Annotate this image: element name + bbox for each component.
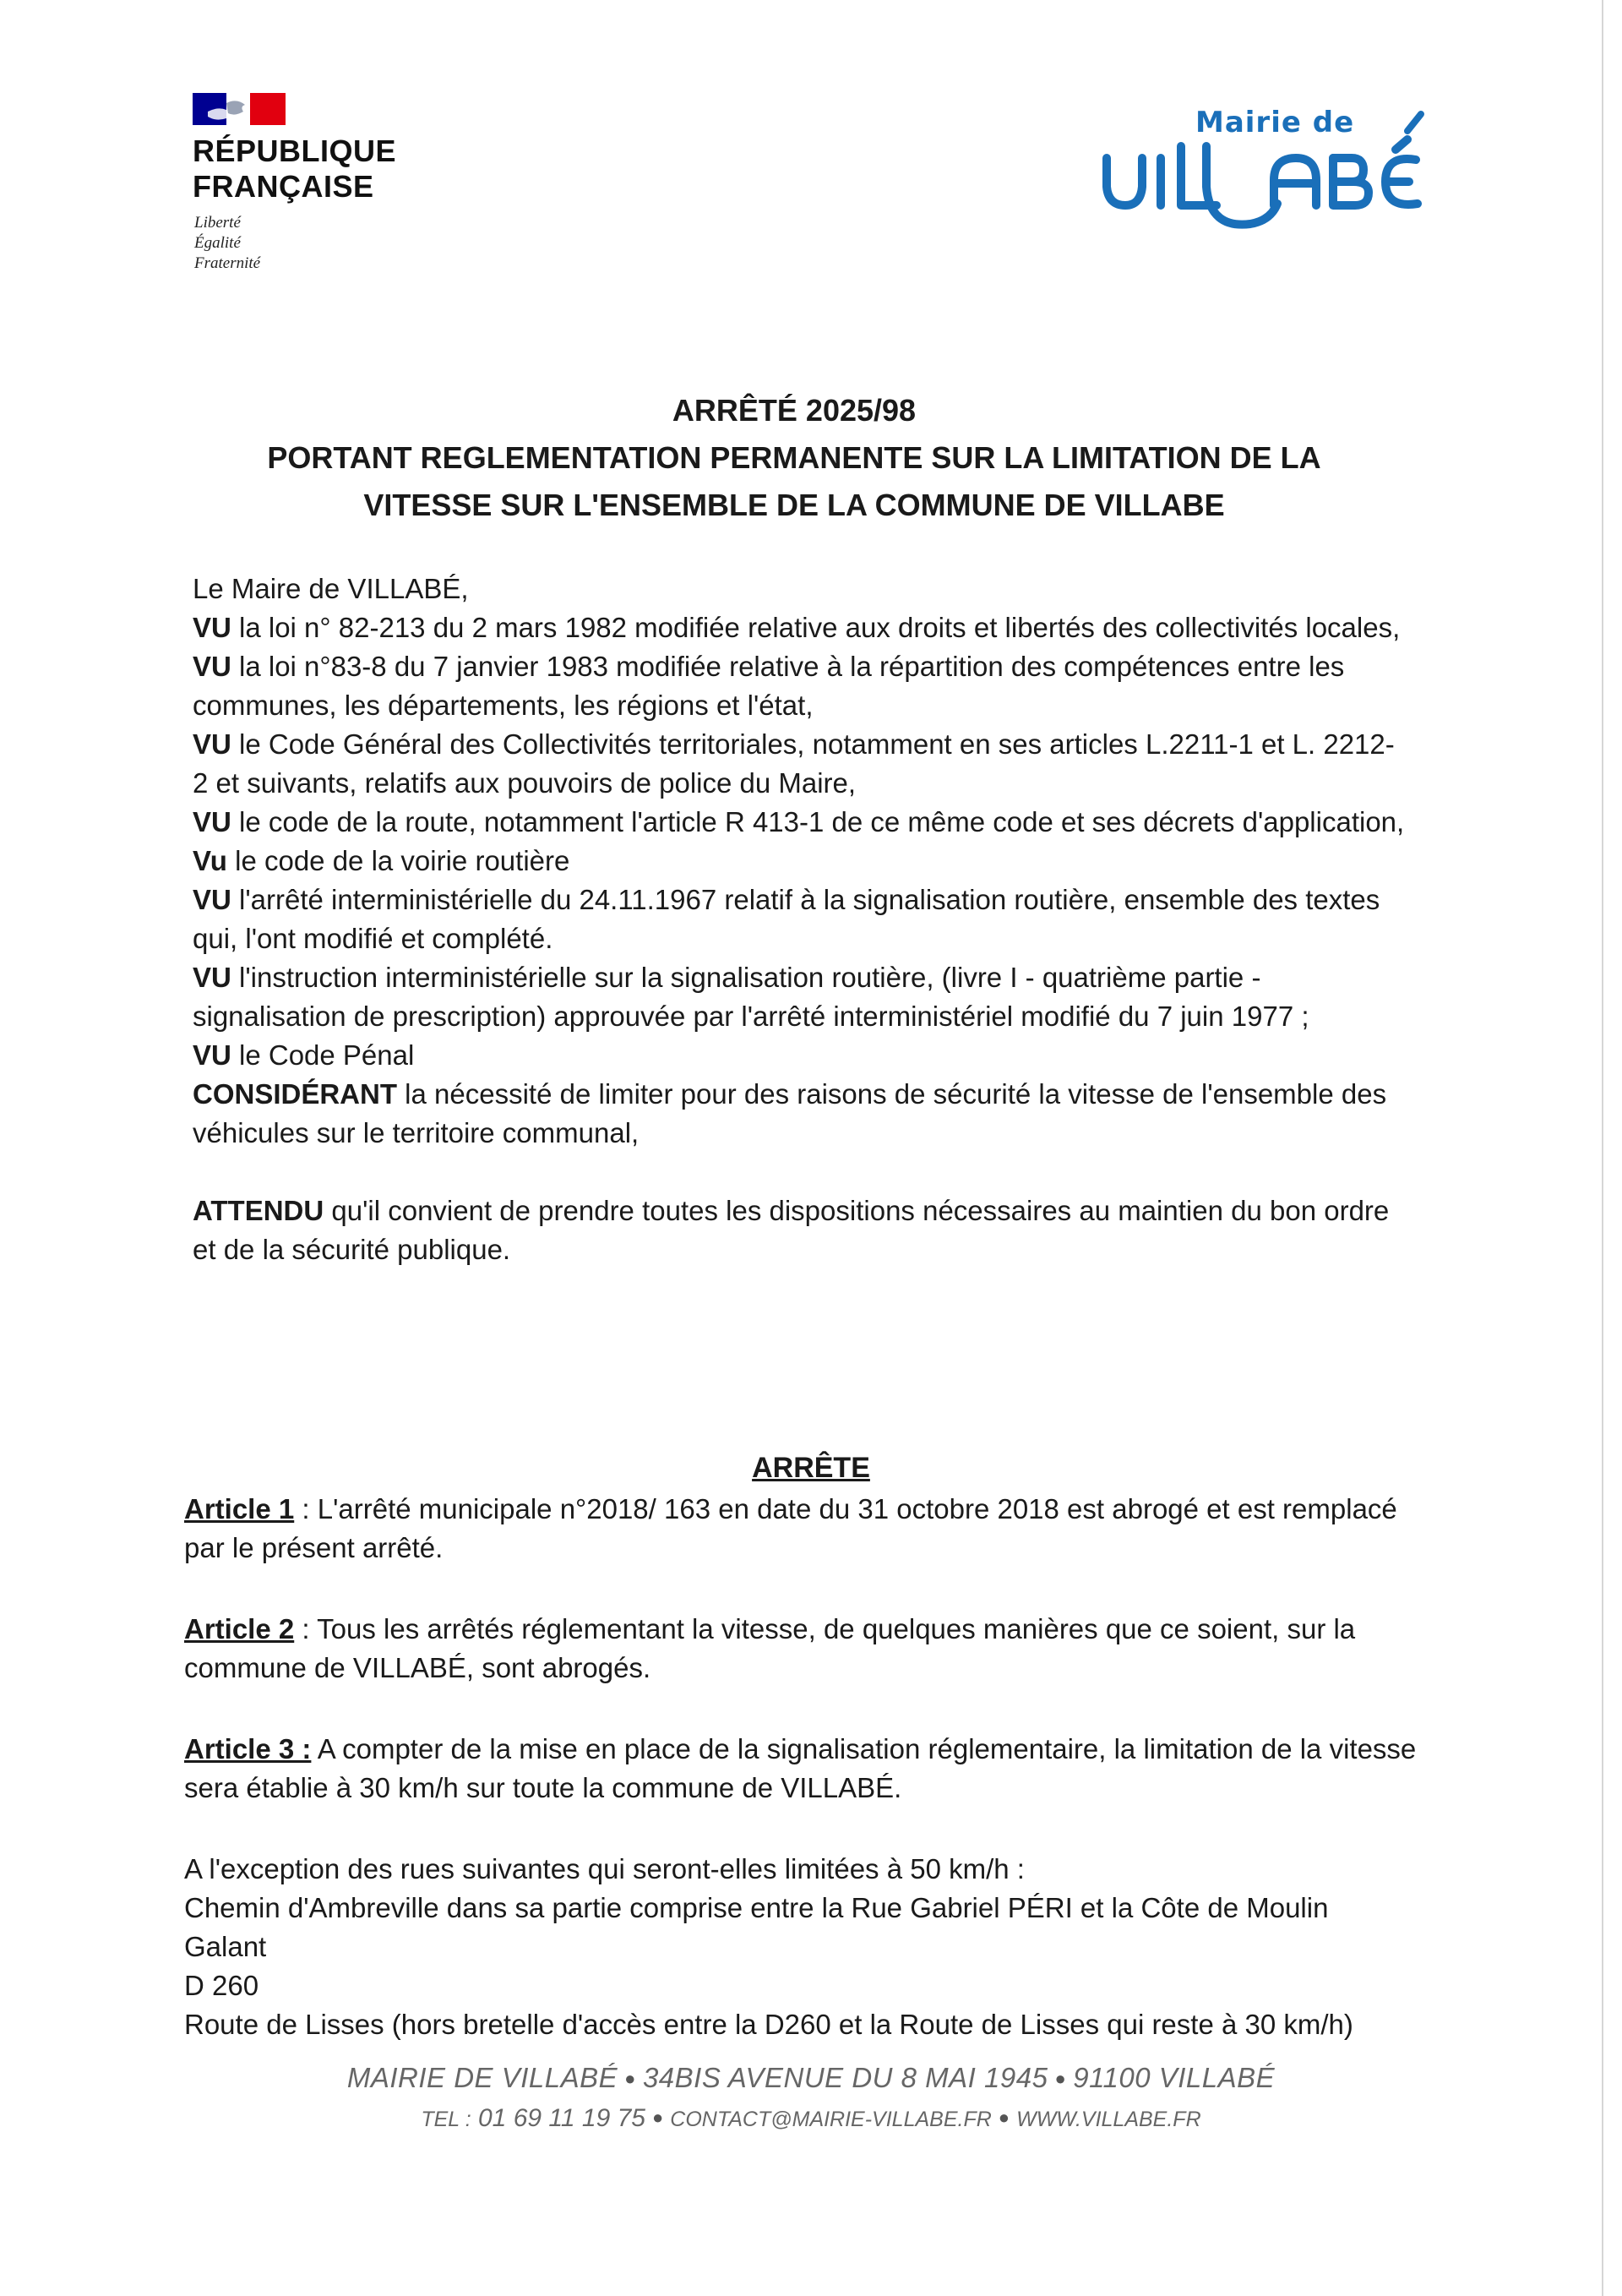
preamble-intro: Le Maire de VILLABÉ,: [193, 573, 469, 604]
title-line: VITESSE SUR L'ENSEMBLE DE LA COMMUNE DE VILLABE: [363, 488, 1225, 522]
spacer: [184, 1808, 1418, 1850]
spacer: [184, 1688, 1418, 1730]
preamble: [193, 570, 1409, 1269]
vu-item: [193, 881, 1409, 958]
article-label: Article 1: [184, 1493, 295, 1524]
vu-keyword: VU: [193, 806, 231, 837]
villabe-wordmark-icon: [1090, 106, 1428, 241]
rf-motto: [194, 213, 363, 274]
vu-item: [193, 842, 1409, 881]
vu-item: [193, 958, 1409, 1036]
vu-text: le code de la route, notamment l'article R 413-1 de ce même code et ses décrets d'application,: [231, 806, 1405, 837]
vu-text: le Code Pénal: [231, 1039, 415, 1071]
decision-heading: ARRÊTE: [752, 1452, 870, 1484]
article-separator: :: [294, 1493, 318, 1524]
footer-tel: 01 69 11 19 75: [478, 2104, 645, 2132]
vu-keyword: Vu: [193, 845, 227, 876]
bullet-icon: ●: [624, 2068, 636, 2089]
rf-title: [193, 134, 547, 205]
exception-street: Route de Lisses (hors bretelle d'accès entre la D260 et la Route de Lisses qui reste à 30 km/h): [184, 2009, 1353, 2040]
article-label: Article 3 :: [184, 1733, 312, 1764]
vu-text: l'instruction interministérielle sur la signalisation routière, (livre I - quatrième partie - signalisation de prescription) approuvée par l'arrêté interministériel modifié du 7 juin 1977 ;: [193, 962, 1309, 1032]
article-separator: :: [294, 1613, 318, 1644]
attendu-item: [193, 1192, 1409, 1269]
bullet-icon: ●: [651, 2107, 664, 2128]
footer-street: 34BIS AVENUE DU 8 MAI 1945: [642, 2062, 1048, 2093]
spacer: [184, 1568, 1418, 1610]
exceptions-intro: A l'exception des rues suivantes qui seront-elles limitées à 50 km/h :: [184, 1853, 1025, 1884]
considerant-item: [193, 1075, 1409, 1153]
title-line: PORTANT REGLEMENTATION PERMANENTE SUR LA LIMITATION DE LA: [267, 440, 1321, 475]
vu-item: [193, 647, 1409, 725]
article-text: Tous les arrêtés réglementant la vitesse, de quelques manières que ce soient, sur la commune de VILLABÉ, sont abrogés.: [184, 1613, 1356, 1683]
vu-text: le Code Général des Collectivités territoriales, notamment en ses articles L.2211-1 et L. 2212-2 et suivants, relatifs aux pouvoirs de police du Maire,: [193, 728, 1395, 799]
mairie-villabe-logo: [1090, 106, 1428, 241]
rf-title-line: FRANÇAISE: [193, 169, 374, 204]
vu-text: le code de la voirie routière: [226, 845, 570, 876]
article-text: L'arrêté municipale n°2018/ 163 en date du 31 octobre 2018 est abrogé et est remplacé par le présent arrêté.: [184, 1493, 1397, 1563]
article: [184, 1730, 1418, 1808]
vu-text: l'arrêté interministérielle du 24.11.1967 relatif à la signalisation routière, ensemble des textes qui, l'ont modifié et complété.: [193, 884, 1380, 954]
footer: [0, 2062, 1622, 2133]
vu-keyword: VU: [193, 962, 231, 993]
rf-motto-line: Fraternité: [194, 254, 261, 272]
footer-website[interactable]: WWW.VILLABE.FR: [1016, 2108, 1201, 2131]
vu-keyword: VU: [193, 612, 231, 643]
article: [184, 1610, 1418, 1688]
title-line: ARRÊTÉ 2025/98: [672, 393, 917, 428]
rf-motto-line: Égalité: [194, 234, 241, 252]
bullet-icon: ●: [998, 2107, 1010, 2128]
vu-keyword: VU: [193, 728, 231, 760]
document-title: [194, 387, 1394, 529]
considerant-keyword: CONSIDÉRANT: [193, 1078, 398, 1110]
article-label: Article 2: [184, 1613, 295, 1644]
vu-text: la loi n°83-8 du 7 janvier 1983 modifiée relative à la répartition des compétences entre les communes, les départements, les régions et l'état,: [193, 651, 1345, 721]
vu-item: [193, 803, 1409, 842]
vu-keyword: VU: [193, 651, 231, 682]
footer-contact: [0, 2104, 1622, 2133]
footer-email[interactable]: CONTACT@MAIRIE-VILLABE.FR: [670, 2108, 992, 2131]
vu-item: [193, 725, 1409, 803]
footer-mairie: MAIRIE DE VILLABÉ: [346, 2062, 618, 2093]
vu-item: [193, 1036, 1409, 1075]
vu-keyword: VU: [193, 884, 231, 915]
exception-street: D 260: [184, 1970, 259, 2001]
marianne-flag-icon: [193, 93, 286, 125]
attendu-text: qu'il convient de prendre toutes les dispositions nécessaires au maintien du bon ordre et de la sécurité publique.: [193, 1195, 1390, 1265]
bullet-icon: ●: [1054, 2068, 1067, 2089]
articles: [184, 1490, 1418, 2044]
attendu-keyword: ATTENDU: [193, 1195, 324, 1226]
spacer: [193, 1153, 1409, 1192]
rf-motto-line: Liberté: [194, 214, 241, 232]
footer-city: 91100 VILLABÉ: [1073, 2062, 1276, 2093]
scan-edge: [1602, 0, 1603, 2296]
article-text: A compter de la mise en place de la signalisation réglementaire, la limitation de la vitesse sera établie à 30 km/h sur toute la commune de VILLABÉ.: [184, 1733, 1417, 1803]
vu-text: la loi n° 82-213 du 2 mars 1982 modifiée relative aux droits et libertés des collectivités locales,: [231, 612, 1401, 643]
considerant-text: la nécessité de limiter pour des raisons de sécurité la vitesse de l'ensemble des véhicules sur le territoire communal,: [193, 1078, 1387, 1148]
vu-item: [193, 608, 1409, 647]
vu-keyword: VU: [193, 1039, 231, 1071]
article: [184, 1490, 1418, 1568]
exception-street: Chemin d'Ambreville dans sa partie comprise entre la Rue Gabriel PÉRI et la Côte de Moulin Galant: [184, 1892, 1329, 1962]
footer-tel-label: TEL :: [421, 2108, 471, 2131]
rf-title-line: RÉPUBLIQUE: [193, 134, 397, 168]
article-separator: [311, 1733, 317, 1764]
mairie-label: Mairie de: [1195, 106, 1355, 139]
footer-address: [0, 2062, 1622, 2094]
